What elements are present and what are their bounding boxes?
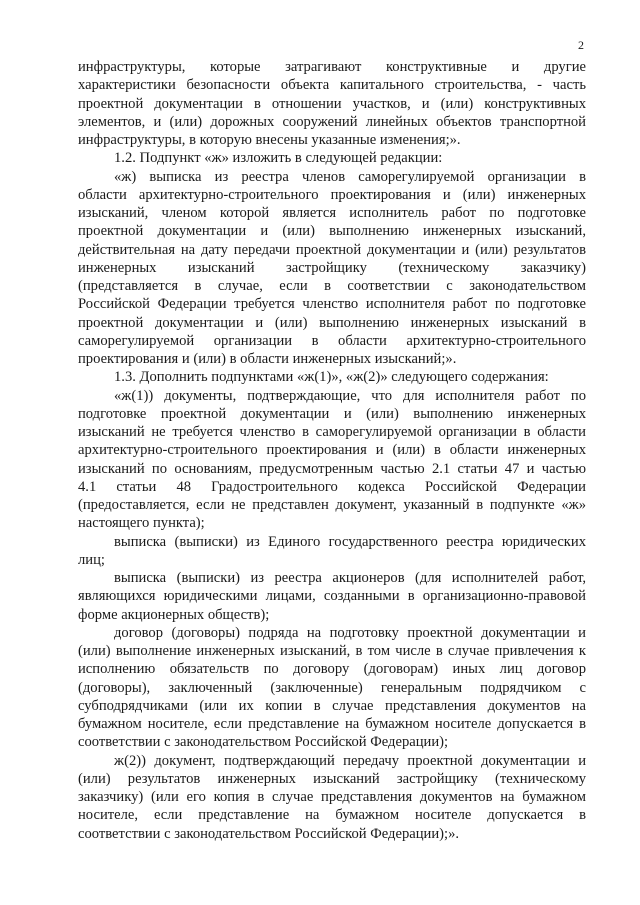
text-line: инфраструктуры, в которую внесены указанные изменения;». (78, 132, 461, 148)
text-line: (или) выполнение инженерных изысканий, в том числе в случае привлечения к (78, 643, 586, 659)
text-line: выписка (выписки) из Единого государственного реестра юридических (114, 533, 586, 550)
text-line: 1.2. Подпункт «ж» изложить в следующей редакции: (114, 150, 443, 167)
text-line: (или) результатов инженерных изысканий застройщику (техническому (78, 770, 586, 787)
text-line: (представляется в случае, если в соответствии с законодательством (78, 278, 586, 294)
text-line: Российской Федерации требуется членство исполнителя работ по подготовке (78, 296, 586, 313)
text-line: проектной документации и (или) выполнению инженерных изысканий, (78, 223, 586, 240)
text-line: проектной документации и (или) выполнению инженерных изысканий в (78, 314, 586, 331)
page-number: 2 (578, 38, 584, 52)
text-line: «ж(1)) документы, подтверждающие, что для исполнителя работ по (114, 387, 586, 404)
text-line: являющихся юридическими лицами, созданными в организационно-правовой (78, 588, 586, 605)
text-line: подготовке проектной документации и (или) выполнению инженерных (78, 405, 586, 422)
text-line: ж(2)) документ, подтверждающий передачу проектной документации и (114, 752, 586, 769)
text-line: форме акционерных обществ); (78, 606, 270, 623)
text-line: выписка (выписки) из реестра акционеров (для исполнителей работ, (114, 570, 586, 586)
text-line: проектной документации в отношении участков, и (или) конструктивных (78, 95, 586, 112)
text-line: соответствии с законодательством Российской Федерации); (78, 734, 449, 751)
text-line: (договоры), заключенный (заключенные) генеральным подрядчиком с (78, 679, 586, 696)
document-body (78, 58, 586, 843)
text-line: характеристики безопасности объекта капитального строительства, - часть (78, 77, 586, 94)
text-line: настоящего пункта); (78, 515, 205, 532)
text-line: (предоставляется, если не представлен документ, указанный в подпункте «ж» (78, 497, 586, 513)
text-line: изысканий не требуется членство в саморегулируемой организации в области (78, 424, 586, 440)
text-line: бумажном носителе, если представление на бумажном носителе допускается в (78, 716, 586, 732)
text-line: субподрядчиками (или их копии в случае представления документов на (78, 697, 586, 714)
text-line: исполнению обязательств по договору (договорам) иных лиц договор (78, 661, 586, 678)
text-line: архитектурно-строительного проектирования и (или) в области инженерных (78, 442, 586, 459)
text-line: договор (договоры) подряда на подготовку проектной документации и (114, 624, 586, 641)
text-line: области архитектурно-строительного проектирования и (или) инженерных (78, 186, 586, 203)
text-line: инженерных изысканий застройщику (техническому заказчику) (78, 259, 586, 276)
text-line: заказчику) (или его копия в случае представления документов на бумажном (78, 789, 586, 805)
text-line: изысканий, членом которой является исполнитель работ по подготовке (78, 205, 586, 221)
text-line: 4.1 статьи 48 Градостроительного кодекса Российской Федерации (78, 478, 586, 495)
text-line: лиц; (78, 551, 105, 568)
text-line: «ж) выписка из реестра членов саморегулируемой организации в (114, 168, 586, 185)
text-line: элементов, и (или) дорожных сооружений линейных объектов транспортной (78, 113, 586, 130)
text-line: изысканий по основаниям, предусмотренным частью 2.1 статьи 47 и частью (78, 460, 586, 477)
text-line: саморегулируемой организации в области архитектурно-строительного (78, 332, 586, 349)
text-line: 1.3. Дополнить подпунктами «ж(1)», «ж(2)» следующего содержания: (114, 369, 549, 386)
text-line: действительная на дату передачи проектной документации и (или) результатов (78, 241, 586, 258)
text-line: инфраструктуры, которые затрагивают конструктивные и другие (78, 59, 586, 75)
text-line: проектирования и (или) в области инженерных изысканий;». (78, 351, 457, 367)
text-line: соответствии с законодательством Российской Федерации);». (78, 825, 460, 842)
text-line: носителе, если представление на бумажном носителе допускается в (78, 807, 586, 824)
